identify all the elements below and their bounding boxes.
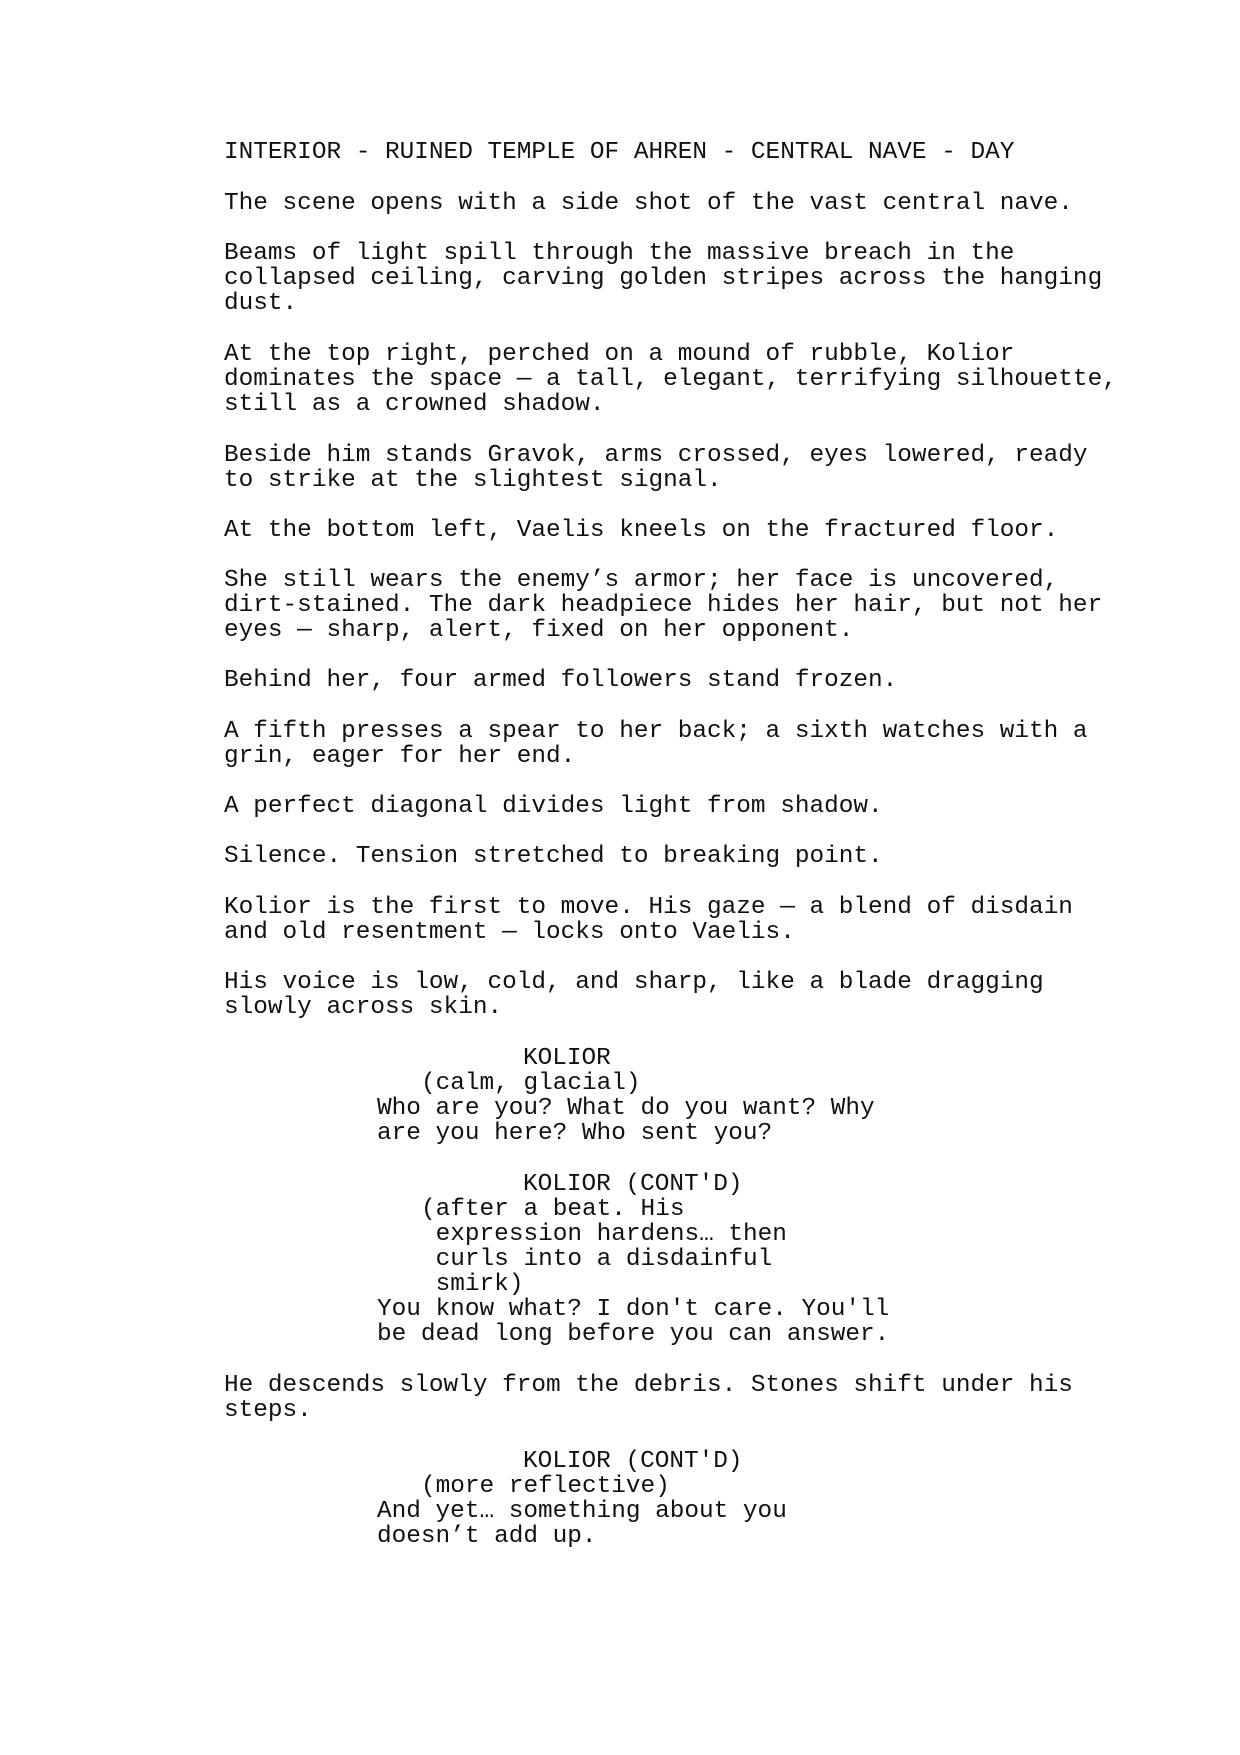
character-cue: KOLIOR (523, 1045, 611, 1072)
parenthetical: (more reflective) (421, 1473, 670, 1500)
action-line: Beside him stands Gravok, arms crossed, eyes lowered, ready to strike at the slightest signal. (224, 442, 1088, 494)
action-line: Kolior is the first to move. His gaze — a blend of disdain and old resentment — locks onto Vaelis. (224, 894, 1073, 946)
action-line: Beams of light spill through the massive breach in the collapsed ceiling, carving golden stripes across the hanging dust. (224, 240, 1103, 317)
scene-heading: INTERIOR - RUINED TEMPLE OF AHREN - CENTRAL NAVE - DAY (224, 139, 1015, 166)
action-line: A fifth presses a spear to her back; a sixth watches with a grin, eager for her end. (224, 718, 1088, 770)
character-cue: KOLIOR (CONT'D) (523, 1448, 743, 1475)
action-line: Behind her, four armed followers stand frozen. (224, 667, 898, 694)
dialogue-line: Who are you? What do you want? Why are you here? Who sent you? (377, 1095, 875, 1147)
parenthetical: (calm, glacial) (421, 1070, 641, 1097)
action-line: A perfect diagonal divides light from shadow. (224, 793, 883, 820)
action-line: The scene opens with a side shot of the vast central nave. (224, 190, 1073, 217)
action-line: His voice is low, cold, and sharp, like a blade dragging slowly across skin. (224, 969, 1044, 1021)
action-line: At the bottom left, Vaelis kneels on the fractured floor. (224, 517, 1059, 544)
action-line: Silence. Tension stretched to breaking point. (224, 843, 883, 870)
dialogue-line: And yet… something about you doesn’t add up. (377, 1498, 787, 1550)
action-line: He descends slowly from the debris. Stones shift under his steps. (224, 1372, 1073, 1424)
action-line: She still wears the enemy’s armor; her face is uncovered, dirt-stained. The dark headpiece hides her hair, but not her eyes — sharp, alert, fixed on her opponent. (224, 567, 1103, 644)
character-cue: KOLIOR (CONT'D) (523, 1171, 743, 1198)
dialogue-line: You know what? I don't care. You'll be dead long before you can answer. (377, 1296, 890, 1348)
action-line: At the top right, perched on a mound of rubble, Kolior dominates the space — a tall, elegant, terrifying silhouette, still as a crowned shadow. (224, 341, 1117, 418)
parenthetical: (after a beat. His expression hardens… then curls into a disdainful smirk) (421, 1196, 787, 1298)
